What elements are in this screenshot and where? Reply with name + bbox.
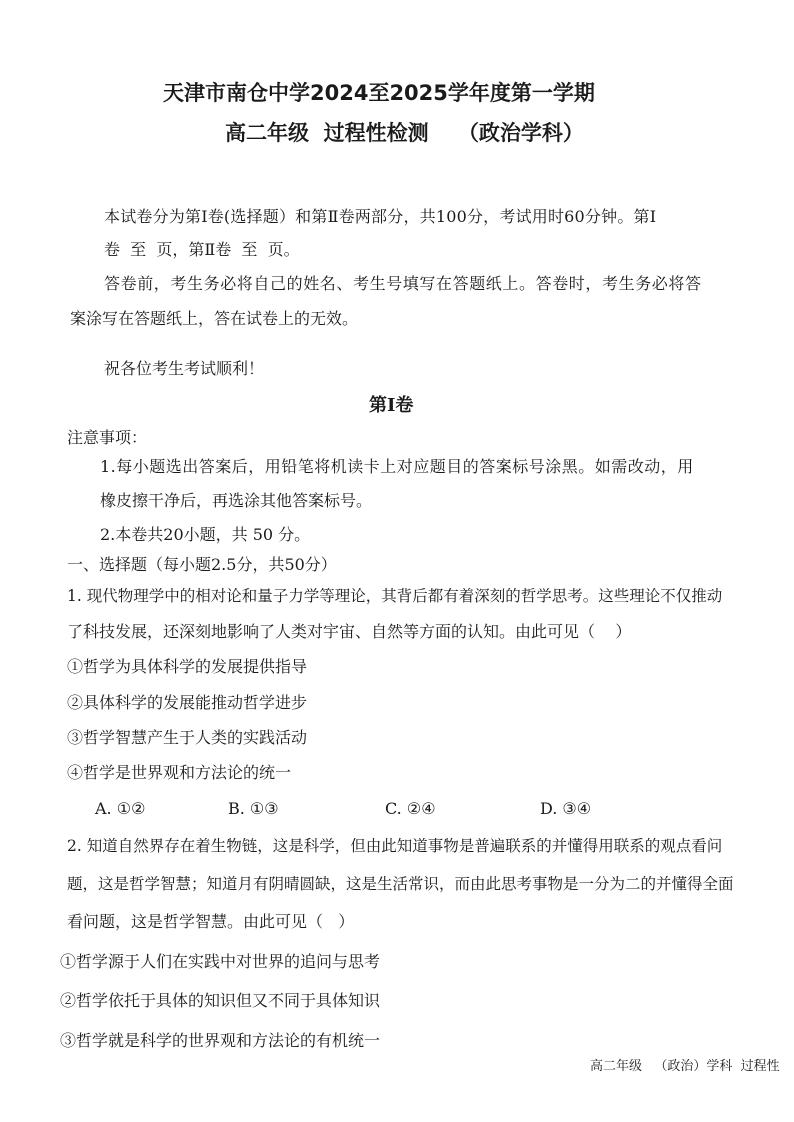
note-1-line-2: 橡皮擦干净后，再选涂其他答案标号。 <box>100 491 373 510</box>
q1-choice-a: A. ①② <box>95 799 146 818</box>
q2-line-3: 看问题，这是哲学智慧。由此可见（ ） <box>67 912 355 931</box>
intro-line-4: 案涂写在答题纸上，答在试卷上的无效。 <box>70 309 359 328</box>
notes-label: 注意事项： <box>67 428 148 447</box>
q1-statement: ④哲学是世界观和方法论的统一 <box>67 763 292 782</box>
exam-title: 天津市南仓中学2024至2025学年度第一学期 <box>163 81 595 105</box>
q2-line-2: 题，这是哲学智慧；知道月有阴晴圆缺，这是生活常识，而由此思考事物是一分为二的并懂得全面 <box>67 875 734 893</box>
q1-choice-d: D. ③④ <box>540 799 592 818</box>
q1-statement: ②具体科学的发展能推动哲学进步 <box>67 693 308 712</box>
q1-statement: ③哲学智慧产生于人类的实践活动 <box>67 728 308 747</box>
wish-text: 祝各位考生考试顺利！ <box>104 359 265 378</box>
note-2: 2.本卷共20小题，共 50 分。 <box>100 525 311 544</box>
q1-choice-c: C. ②④ <box>385 799 436 818</box>
q2-statement: ②哲学依托于具体的知识但又不同于具体知识 <box>60 991 381 1010</box>
q2-statement: ①哲学源于人们在实践中对世界的追问与思考 <box>60 952 381 971</box>
page-footer: 高二年级 （政治）学科 过程性 <box>590 1059 780 1074</box>
intro-line-3: 答卷前，考生务必将自己的姓名、考生号填写在答题纸上。答卷时，考生务必将答 <box>104 274 702 293</box>
q2-line-1: 2. 知道自然界存在着生物链，这是科学，但由此知道事物是普遍联系的并懂得用联系的观点看问 <box>67 837 723 855</box>
exam-subtitle: 高二年级 过程性检测 （政治学科） <box>225 121 584 145</box>
intro-line-2: 卷 至 页，第Ⅱ卷 至 页。 <box>104 240 300 259</box>
q1-statement: ①哲学为具体科学的发展提供指导 <box>67 657 308 676</box>
part-heading: 第Ⅰ卷 <box>369 395 414 416</box>
q2-statement: ③哲学就是科学的世界观和方法论的有机统一 <box>60 1031 381 1050</box>
note-1-line-1: 1.每小题选出答案后，用铅笔将机读卡上对应题目的答案标号涂黑。如需改动，用 <box>100 457 694 476</box>
section-heading: 一、选择题（每小题2.5分，共50分） <box>67 555 337 574</box>
q1-line-2: 了科技发展，还深刻地影响了人类对宇宙、自然等方面的认知。由此可见（ ） <box>67 622 632 641</box>
intro-line-1: 本试卷分为第Ⅰ卷(选择题）和第Ⅱ卷两部分，共100分，考试用时60分钟。第Ⅰ <box>104 207 657 226</box>
q1-choice-b: B. ①③ <box>228 799 279 818</box>
q1-line-1: 1. 现代物理学中的相对论和量子力学等理论，其背后都有着深刻的哲学思考。这些理论不仅推动 <box>67 587 723 605</box>
